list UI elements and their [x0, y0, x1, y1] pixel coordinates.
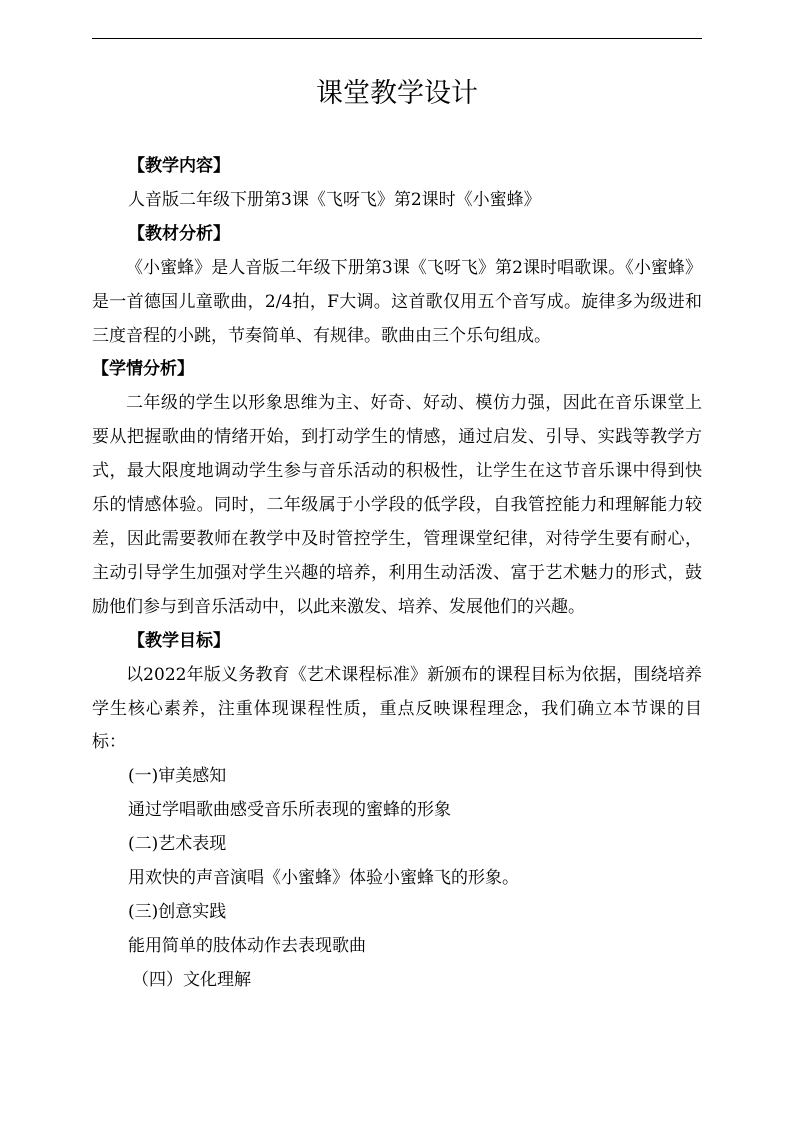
goal-2-text: 用欢快的声音演唱《小蜜蜂》体验小蜜蜂飞的形象。 — [128, 868, 519, 889]
learner-analysis-text: 二年级的学生以形象思维为主、好奇、好动、模仿力强，因此在音乐课堂上要从把握歌曲的情绪开始，到打动学生的情感，通过启发、引导、实践等教学方式，最大限度地调动学生参与音乐活动的积极性，让学生在这节音乐课中得到快乐的情感体验。同时，二年级属于小学段的低学段，自我管控能力和理解能力较差，因此需要教师在教学中及时管控学生，管理课堂纪律，对待学生要有耐心，主动引导学生加强对学生兴趣的培养，利用生动活泼、富于艺术魅力的形式，鼓励他们参与到音乐活动中，以此来激发、培养、发展他们的兴趣。 — [92, 393, 702, 617]
goal-1-text: 通过学唱歌曲感受音乐所表现的蜜蜂的形象 — [128, 800, 451, 821]
goal-1-label: (一)审美感知 — [128, 766, 227, 787]
goal-4-label: （四）文化理解 — [132, 969, 251, 990]
material-analysis-text: 《小蜜蜂》是人音版二年级下册第3课《飞呀飞》第2课时唱歌课。《小蜜蜂》是一首德国儿童歌曲，2/4拍，F大调。这首歌仅用五个音写成。旋律多为级进和三度音程的小跳，节奏简单、有规律。歌曲由三个乐句组成。 — [92, 257, 702, 346]
header-rule — [92, 38, 702, 39]
heading-material-analysis: 【教材分析】 — [128, 223, 230, 244]
page-title: 课堂教学设计 — [316, 78, 478, 109]
teaching-goals-intro: 以2022年版义务教育《艺术课程标准》新颁布的课程目标为依据，围绕培养学生核心素养，注重体现课程性质，重点反映课程理念，我们确立本节课的目标： — [92, 664, 702, 753]
goal-2-label: (二)艺术表现 — [128, 834, 227, 855]
heading-teaching-goals: 【教学目标】 — [128, 630, 230, 651]
teaching-content-text: 人音版二年级下册第3课《飞呀飞》第2课时《小蜜蜂》 — [128, 189, 541, 210]
heading-learner-analysis: 【学情分析】 — [92, 359, 194, 380]
goal-3-text: 能用简单的肢体动作去表现歌曲 — [128, 935, 366, 956]
goal-3-label: (三)创意实践 — [128, 901, 227, 922]
heading-teaching-content: 【教学内容】 — [128, 156, 230, 176]
document-body — [92, 150, 702, 998]
